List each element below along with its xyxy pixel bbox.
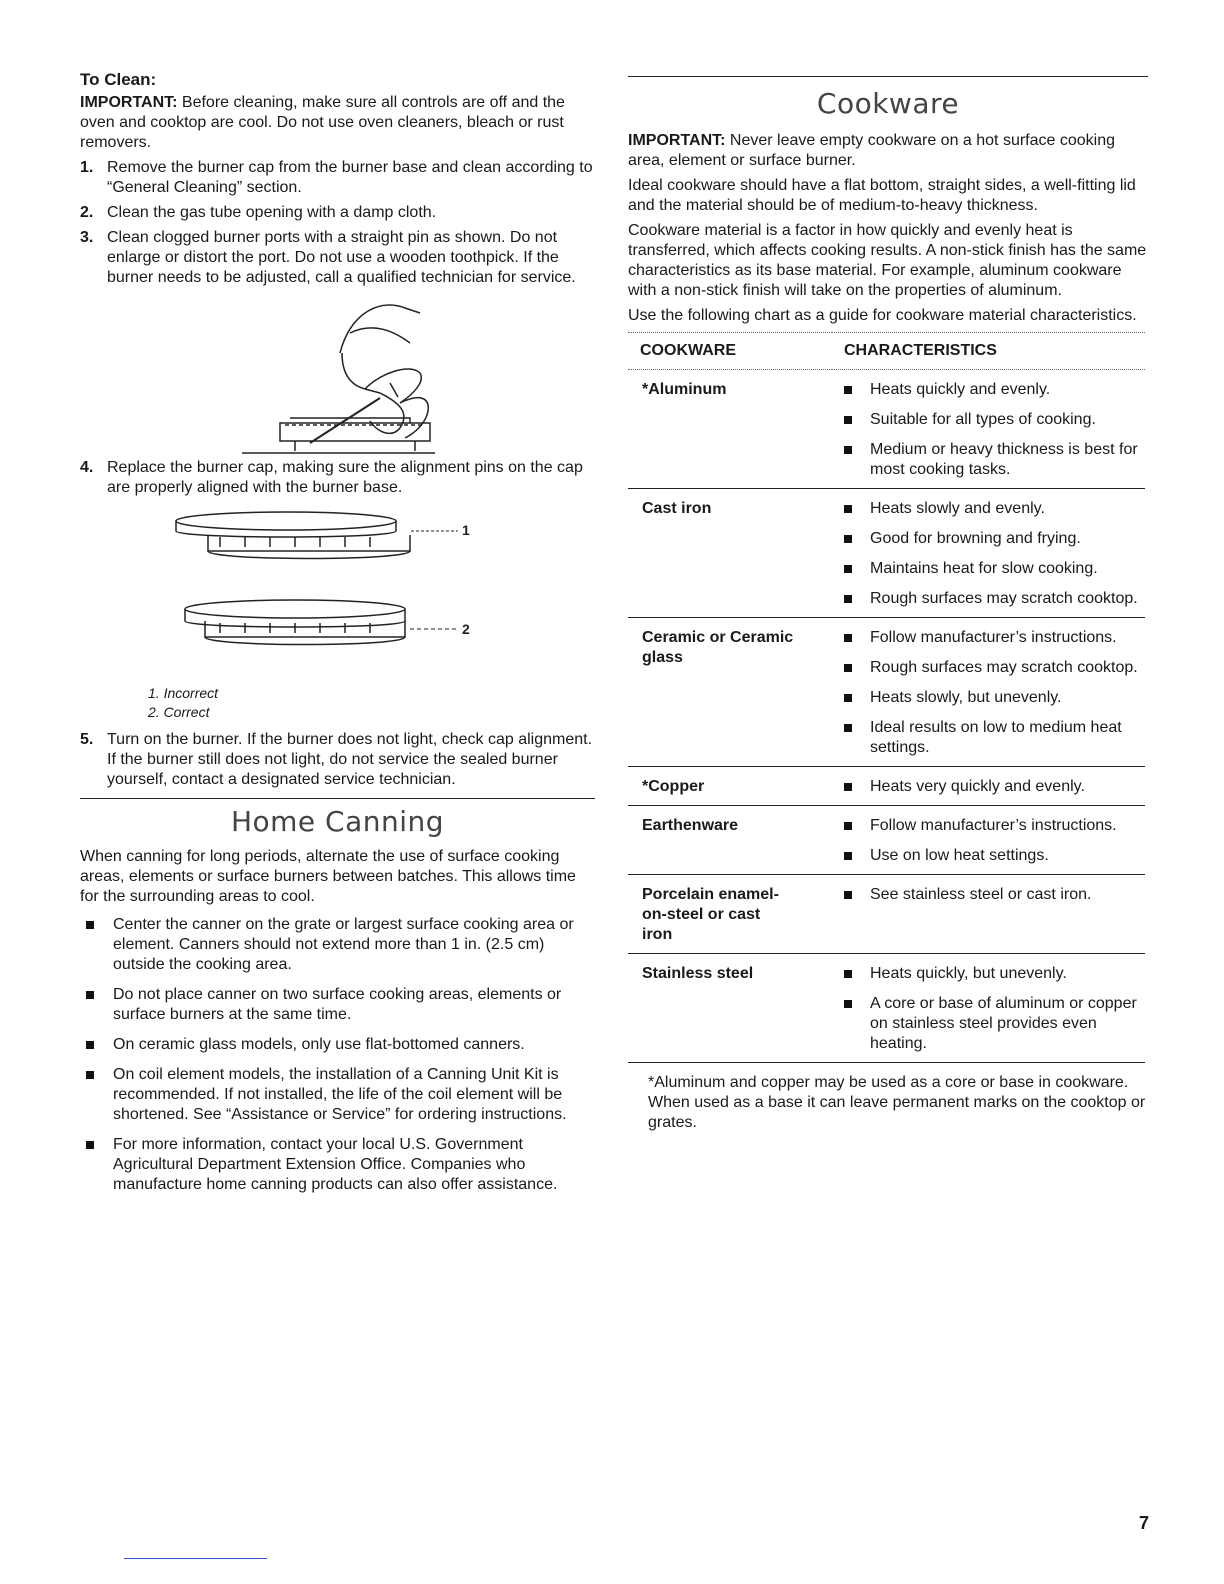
- important-text: Never leave empty cookware on a hot surface cooking area, element or surface burner.: [628, 132, 1116, 169]
- list-item: Good for browning and frying.: [832, 529, 1145, 549]
- material-cell: *Aluminum: [628, 370, 832, 489]
- column-header-characteristics: CHARACTERISTICS: [832, 333, 1145, 370]
- step-number: 2.: [80, 204, 94, 221]
- step-number: 1.: [80, 159, 94, 176]
- step-1: [80, 158, 595, 198]
- list-item: For more information, contact your local U.S. Government Agricultural Department Extension Office. Companies who manufacture home canning products can also offer assistance.: [80, 1135, 595, 1195]
- list-item: Follow manufacturer’s instructions.: [832, 628, 1145, 648]
- list-item: Heats quickly and evenly.: [832, 380, 1145, 400]
- cookware-paragraph: Ideal cookware should have a flat bottom, straight sides, a well-fitting lid and the material should be of medium-to-heavy thickness.: [628, 177, 1136, 214]
- list-item: Heats quickly, but unevenly.: [832, 964, 1145, 984]
- table-row: [628, 370, 1145, 489]
- figure-captions: [80, 684, 595, 722]
- step-5: [80, 730, 595, 790]
- table-row: [628, 767, 1145, 806]
- cookware-table: [628, 332, 1145, 1063]
- characteristics-cell: [832, 806, 1145, 875]
- column-header-cookware: COOKWARE: [628, 333, 832, 370]
- list-item: Rough surfaces may scratch cooktop.: [832, 658, 1145, 678]
- step-text: Clean the gas tube opening with a damp cloth.: [107, 204, 437, 221]
- characteristics-cell: [832, 767, 1145, 806]
- important-label: IMPORTANT:: [628, 132, 726, 149]
- list-item: Heats slowly and evenly.: [832, 499, 1145, 519]
- list-item: Maintains heat for slow cooking.: [832, 559, 1145, 579]
- step-number: 4.: [80, 459, 94, 476]
- section-divider: [80, 798, 595, 799]
- list-item: Heats very quickly and evenly.: [832, 777, 1145, 797]
- cleaning-step-4: [80, 458, 595, 498]
- burner-cap-alignment-illustration: [80, 503, 595, 678]
- material-cell: Ceramic or Ceramic glass: [628, 618, 832, 767]
- table-row: [628, 954, 1145, 1063]
- list-item: Suitable for all types of cooking.: [832, 410, 1145, 430]
- home-canning-title: Home Canning: [230, 805, 445, 838]
- cookware-paragraph: Cookware material is a factor in how quickly and evenly heat is transferred, which affects cooking results. A non-stick finish has the same characteristics as its base material. For example, aluminum cookware with a non-stick finish will take on the properties of aluminum.: [628, 222, 1147, 299]
- list-item: Rough surfaces may scratch cooktop.: [832, 589, 1145, 609]
- cookware-footnote: *Aluminum and copper may be used as a core or base in cookware. When used as a base it can leave permanent marks on the cooktop or grates.: [648, 1074, 1146, 1131]
- table-header-row: [628, 333, 1145, 370]
- step-3: [80, 228, 595, 288]
- table-row: [628, 489, 1145, 618]
- home-canning-bullets: [80, 915, 595, 1195]
- list-item: A core or base of aluminum or copper on stainless steel provides even heating.: [832, 994, 1145, 1054]
- callout-1: 1: [462, 522, 470, 538]
- section-divider: [628, 76, 1148, 77]
- callout-2: 2: [462, 621, 470, 637]
- characteristics-cell: [832, 875, 1145, 954]
- list-item: See stainless steel or cast iron.: [832, 885, 1145, 905]
- left-column: [80, 70, 595, 1205]
- pin-cleaning-illustration: [80, 293, 595, 458]
- list-item: Heats slowly, but unevenly.: [832, 688, 1145, 708]
- list-item: Use on low heat settings.: [832, 846, 1145, 866]
- home-canning-intro: When canning for long periods, alternate the use of surface cooking areas, elements or surface burners between batches. This allows time for the surrounding areas to cool.: [80, 848, 576, 905]
- list-item: Center the canner on the grate or largest surface cooking area or element. Canners should not extend more than 1 in. (2.5 cm) outside the cooking area.: [80, 915, 595, 975]
- table-row: [628, 875, 1145, 954]
- step-text: Clean clogged burner ports with a straight pin as shown. Do not enlarge or distort the port. Do not use a wooden toothpick. If the burner needs to be adjusted, call a qualified technician for service.: [107, 229, 576, 286]
- material-cell: Earthenware: [628, 806, 832, 875]
- characteristics-cell: [832, 489, 1145, 618]
- list-item: Ideal results on low to medium heat settings.: [832, 718, 1145, 758]
- step-4: [80, 458, 595, 498]
- characteristics-cell: [832, 954, 1145, 1063]
- step-2: [80, 203, 595, 223]
- cookware-title: Cookware: [816, 87, 960, 120]
- right-column: [628, 76, 1148, 1138]
- cleaning-steps: [80, 158, 595, 288]
- table-row: [628, 806, 1145, 875]
- step-number: 3.: [80, 229, 94, 246]
- list-item: Medium or heavy thickness is best for most cooking tasks.: [832, 440, 1145, 480]
- caption-correct: 2. Correct: [148, 704, 210, 720]
- cookware-important: [628, 131, 1148, 171]
- material-cell: Stainless steel: [628, 954, 832, 1063]
- list-item: Follow manufacturer’s instructions.: [832, 816, 1145, 836]
- material-cell: *Copper: [628, 767, 832, 806]
- cookware-paragraph: Use the following chart as a guide for cookware material characteristics.: [628, 307, 1137, 324]
- material-cell: Porcelain enamel-on-steel or cast iron: [628, 875, 832, 954]
- list-item: On coil element models, the installation of a Canning Unit Kit is recommended. If not installed, the life of the coil element will be shortened. See “Assistance or Service” for ordering instructions.: [80, 1065, 595, 1125]
- bottom-rule: [124, 1558, 267, 1559]
- step-text: Replace the burner cap, making sure the alignment pins on the cap are properly aligned with the burner base.: [107, 459, 583, 496]
- to-clean-important: [80, 93, 595, 153]
- characteristics-cell: [832, 618, 1145, 767]
- cleaning-step-5: [80, 730, 595, 790]
- page-number: 7: [1139, 1513, 1150, 1533]
- step-number: 5.: [80, 731, 94, 748]
- important-label: IMPORTANT:: [80, 94, 178, 111]
- to-clean-heading: To Clean:: [80, 70, 157, 89]
- step-text: Remove the burner cap from the burner base and clean according to “General Cleaning” section.: [107, 159, 593, 196]
- characteristics-cell: [832, 370, 1145, 489]
- important-text: Before cleaning, make sure all controls are off and the oven and cooktop are cool. Do not use oven cleaners, bleach or rust removers.: [80, 94, 565, 151]
- caption-incorrect: 1. Incorrect: [148, 685, 219, 701]
- list-item: Do not place canner on two surface cooking areas, elements or surface burners at the same time.: [80, 985, 595, 1025]
- table-row: [628, 618, 1145, 767]
- step-text: Turn on the burner. If the burner does not light, check cap alignment. If the burner still does not light, do not service the sealed burner yourself, contact a designated service technician.: [107, 731, 593, 788]
- list-item: On ceramic glass models, only use flat-bottomed canners.: [80, 1035, 595, 1055]
- material-cell: Cast iron: [628, 489, 832, 618]
